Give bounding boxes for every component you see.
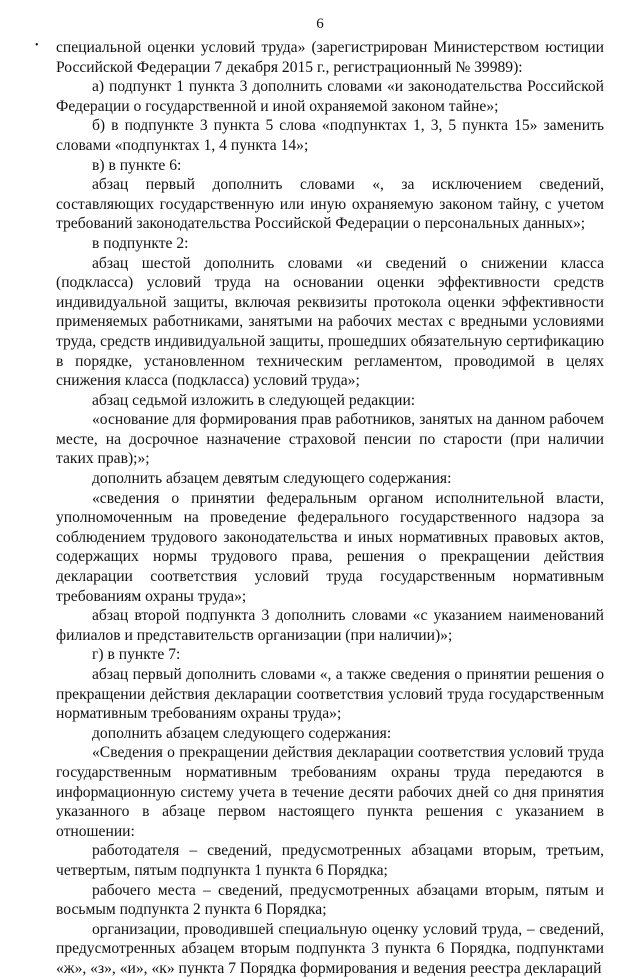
- paragraph: г) в пункте 7:: [92, 646, 181, 664]
- paragraph: дополнить абзацем следующего содержания:: [92, 724, 392, 742]
- paragraph: в подпункте 2:: [92, 234, 189, 252]
- paragraph: абзац шестой дополнить словами «и сведений о снижении класса (подкласса) условий труда на основании оценки эффективности средств индивидуальной защиты, включая реквизиты протокола оценки эффективности применяемых работниками, занятыми на рабочих местах с вредными условиями труда, средств индивидуальной защиты, прошедших обязательную сертификацию в порядке, установленном техническим регламентом, проводимой в целях снижения класса (подкласса) условий труда»;: [56, 254, 604, 390]
- paragraph: организации, проводившей специальную оценку условий труда, – сведений, предусмотренных абзацем вторым подпункта 3 пункта 6 Порядка, подпунктами «ж», «з», «и», «к» пункта 7 Порядка формирования и ведения реестра деклараций: [56, 920, 604, 977]
- paragraph: б) в подпункте 3 пункта 5 слова «подпунктах 1, 3, 5 пункта 15» заменить словами «подпунктах 1, 4 пункта 14»;: [56, 117, 604, 154]
- paragraph: в) в пункте 6:: [92, 156, 182, 174]
- paragraph: «Сведения о прекращении действия декларации соответствия условий труда государственным нормативным требованиям охраны труда передаются в информационную систему учета в течение десяти рабочих дней со дня принятия указанного в абзаце первом настоящего пункта решения с указанием в отношении:: [56, 744, 604, 840]
- paragraph: «сведения о принятии федеральным органом исполнительной власти, уполномоченным на проведение федерального государственного надзора за соблюдением трудового законодательства и иных нормативных правовых актов, содержащих нормы трудового права, решения о прекращении действия декларации соответствия условий труда государственным нормативным требованиям охраны труда»;: [56, 489, 604, 605]
- page-number: 6: [316, 16, 324, 32]
- paragraph: работодателя – сведений, предусмотренных абзацами вторым, третьим, четвертым, пятым подпункта 1 пункта 6 Порядка;: [56, 842, 604, 879]
- paragraph: рабочего места – сведений, предусмотренных абзацами вторым, пятым и восьмым подпункта 2 пункта 6 Порядка;: [56, 881, 604, 919]
- paragraph: дополнить абзацем девятым следующего содержания:: [92, 470, 452, 488]
- margin-mark: •: [35, 40, 39, 51]
- paragraph: «основание для формирования прав работников, занятых на данном рабочем месте, на досрочное назначение страховой пенсии по старости (при наличии таких прав);»;: [56, 411, 604, 468]
- paragraph: абзац первый дополнить словами «, а также сведения о принятии решения о прекращении действия декларации соответствия условий труда государственным нормативным требованиям охраны труда»;: [56, 666, 604, 723]
- document-body: [56, 38, 604, 979]
- paragraph: абзац второй подпункта 3 дополнить словами «с указанием наименований филиалов и представительств организации (при наличии)»;: [56, 607, 604, 644]
- paragraph: абзац первый дополнить словами «, за исключением сведений, составляющих государственную или иную охраняемую законом тайну, с учетом требований законодательства Российской Федерации о персональных данных»;: [56, 176, 604, 233]
- paragraph: специальной оценки условий труда» (зарегистрирован Министерством юстиции Российской Федерации 7 декабря 2015 г., регистрационный № 39989):: [56, 39, 604, 76]
- paragraph: а) подпункт 1 пункта 3 дополнить словами «и законодательства Российской Федерации о государственной и иной охраняемой законом тайне»;: [56, 78, 604, 115]
- paragraph: абзац седьмой изложить в следующей редакции:: [92, 391, 416, 409]
